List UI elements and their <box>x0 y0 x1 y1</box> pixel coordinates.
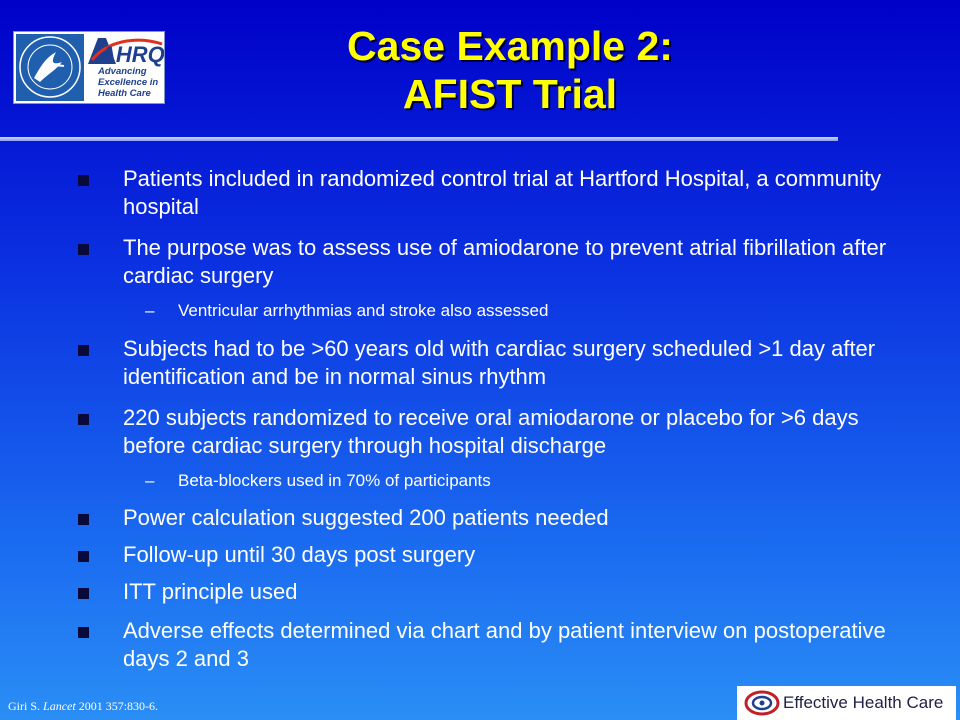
citation-author: Giri S. <box>8 699 41 713</box>
ehc-swirl-icon <box>743 689 781 717</box>
hhs-seal-icon <box>16 34 84 101</box>
bullet-marker-icon <box>78 175 89 186</box>
bullet-text: Power calculation suggested 200 patients needed <box>123 505 609 530</box>
title-divider <box>0 137 838 141</box>
sub-bullet-text: Beta-blockers used in 70% of participants <box>178 471 491 490</box>
citation-ref: 2001 357:830-6. <box>78 699 159 713</box>
bullet-marker-icon <box>78 627 89 638</box>
bullet-marker-icon <box>78 414 89 425</box>
sub-bullet-marker: – <box>145 301 155 320</box>
sub-bullet-text: Ventricular arrhythmias and stroke also assessed <box>178 301 549 320</box>
bullet-text: Patients included in randomized control trial at Hartford Hospital, a community hospital <box>123 166 882 219</box>
slide-title <box>180 22 840 118</box>
effective-health-care-logo <box>737 686 956 720</box>
ahrq-wordmark: AHRQ <box>100 42 164 67</box>
bullet-text: Adverse effects determined via chart and by patient interview on postoperative days 2 and 3 <box>123 618 886 671</box>
sub-bullet-marker: – <box>145 471 155 490</box>
bullet-text: The purpose was to assess use of amiodarone to prevent atrial fibrillation after cardiac surgery <box>123 235 887 288</box>
ehc-logo-text: Effective Health Care <box>783 693 944 712</box>
bullet-text: 220 subjects randomized to receive oral amiodarone or placebo for >6 days before cardiac surgery through hospital discharge <box>123 405 859 458</box>
bullet-text: ITT principle used <box>123 579 298 604</box>
bullet-marker-icon <box>78 551 89 562</box>
citation <box>8 699 158 714</box>
bullet-marker-icon <box>78 588 89 599</box>
title-line-1: Case Example 2: <box>347 23 673 69</box>
citation-journal: Lancet <box>43 699 76 713</box>
ahrq-tagline: Advancing Excellence in Health Care <box>98 66 159 99</box>
bullet-text: Subjects had to be >60 years old with cardiac surgery scheduled >1 day after identification and be in normal sinus rhythm <box>123 336 876 389</box>
bullet-text: Follow-up until 30 days post surgery <box>123 542 476 567</box>
bullet-marker-icon <box>78 514 89 525</box>
bullet-marker-icon <box>78 345 89 356</box>
title-line-2: AFIST Trial <box>402 71 618 117</box>
agency-logos <box>13 31 165 104</box>
bullet-marker-icon <box>78 244 89 255</box>
